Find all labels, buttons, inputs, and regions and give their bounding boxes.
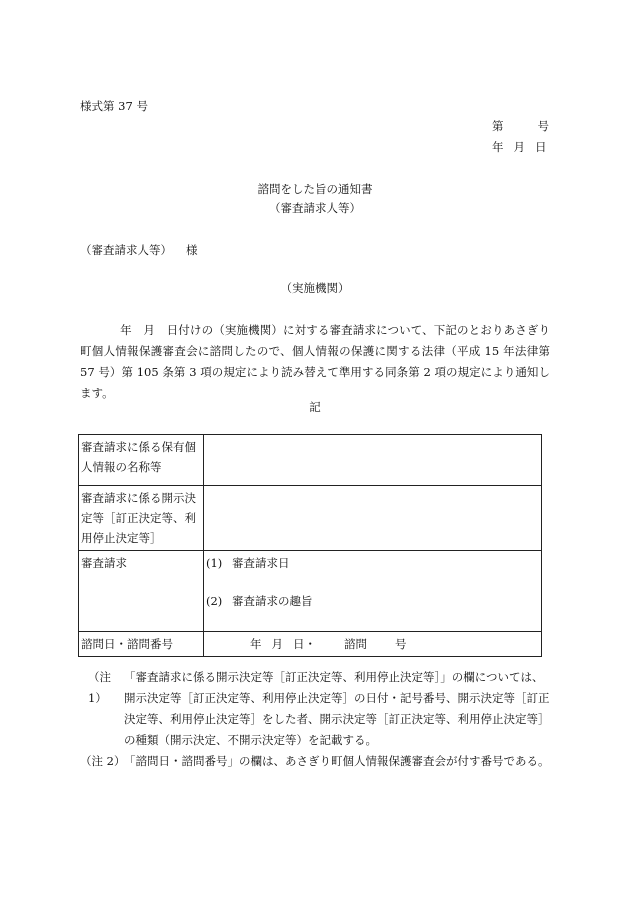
item-number: (1) — [206, 556, 223, 570]
date-day: 日 — [535, 140, 547, 154]
request-purpose-item — [206, 591, 539, 611]
row4-go: 号 — [395, 637, 407, 651]
ki-heading: 記 — [309, 400, 321, 414]
note-item — [80, 751, 550, 772]
addressee-name: （審査請求人等） — [80, 243, 172, 257]
notes — [80, 667, 550, 772]
details-table — [78, 434, 542, 657]
request-date-item — [206, 553, 539, 573]
row1-label: 審査請求に係る保有個人情報の名称等 — [79, 435, 204, 486]
row4-month: 月 — [271, 637, 283, 651]
row4-day: 日・ — [293, 637, 316, 651]
note-tag: （注 2） — [80, 754, 126, 768]
item-text: 審査請求の趣旨 — [232, 594, 313, 608]
addressee — [80, 242, 198, 258]
note-tag: （注 1） — [88, 670, 111, 705]
row1-value — [204, 435, 542, 486]
row2-value — [204, 486, 542, 551]
document-date-line — [492, 139, 547, 155]
table-row — [79, 435, 542, 486]
note-text: 「審査請求に係る開示決定等［訂正決定等、利用停止決定等］」の欄については、開示決定等［訂正決定等、利用停止決定等］の日付・記号番号、開示決定等［訂正決定等、利用停止決定等］をした者、開示決定等［訂正決定等、利用停止決定等］の種類（開示決定、不開示決定等）を記載する。 — [124, 670, 550, 747]
body-paragraph — [80, 320, 550, 404]
row4-label: 諮問日・諮問番号 — [79, 632, 204, 657]
document-number-line — [492, 118, 549, 134]
note-item — [80, 667, 550, 751]
item-number: (2) — [206, 594, 223, 608]
row4-shimon: 諮問 — [344, 637, 367, 651]
number-prefix: 第 — [492, 119, 504, 133]
date-year: 年 — [492, 140, 504, 154]
row3-label: 審査請求 — [79, 551, 204, 632]
form-number: 様式第 37 号 — [80, 99, 148, 113]
row2-label: 審査請求に係る開示決定等［訂正決定等、利用停止決定等］ — [79, 486, 204, 551]
document-title: 諮問をした旨の通知書 — [257, 182, 373, 196]
table-row — [79, 551, 542, 632]
table-row — [79, 486, 542, 551]
document-subtitle: （審査請求人等） — [269, 201, 361, 215]
row4-value — [204, 632, 542, 657]
item-text: 審査請求日 — [232, 556, 290, 570]
issuing-agency: （実施機関） — [280, 281, 350, 295]
body-text: 年 月 日付けの（実施機関）に対する審査請求について、下記のとおりあさぎり町個人情報保護審査会に諮問したので、個人情報の保護に関する法律（平成 15 年法律第 57 号）第 105 条第 3 項の規定により読み替えて準用する同条第 2 項の規定により通知します。 — [80, 323, 550, 400]
date-month: 月 — [513, 140, 525, 154]
table-row — [79, 632, 542, 657]
row3-value — [204, 551, 542, 632]
addressee-honorific: 様 — [186, 243, 198, 257]
row4-year: 年 — [250, 637, 262, 651]
number-suffix: 号 — [537, 119, 549, 133]
note-text: 「諮問日・諮問番号」の欄は、あさぎり町個人情報保護審査会が付す番号である。 — [124, 754, 550, 768]
